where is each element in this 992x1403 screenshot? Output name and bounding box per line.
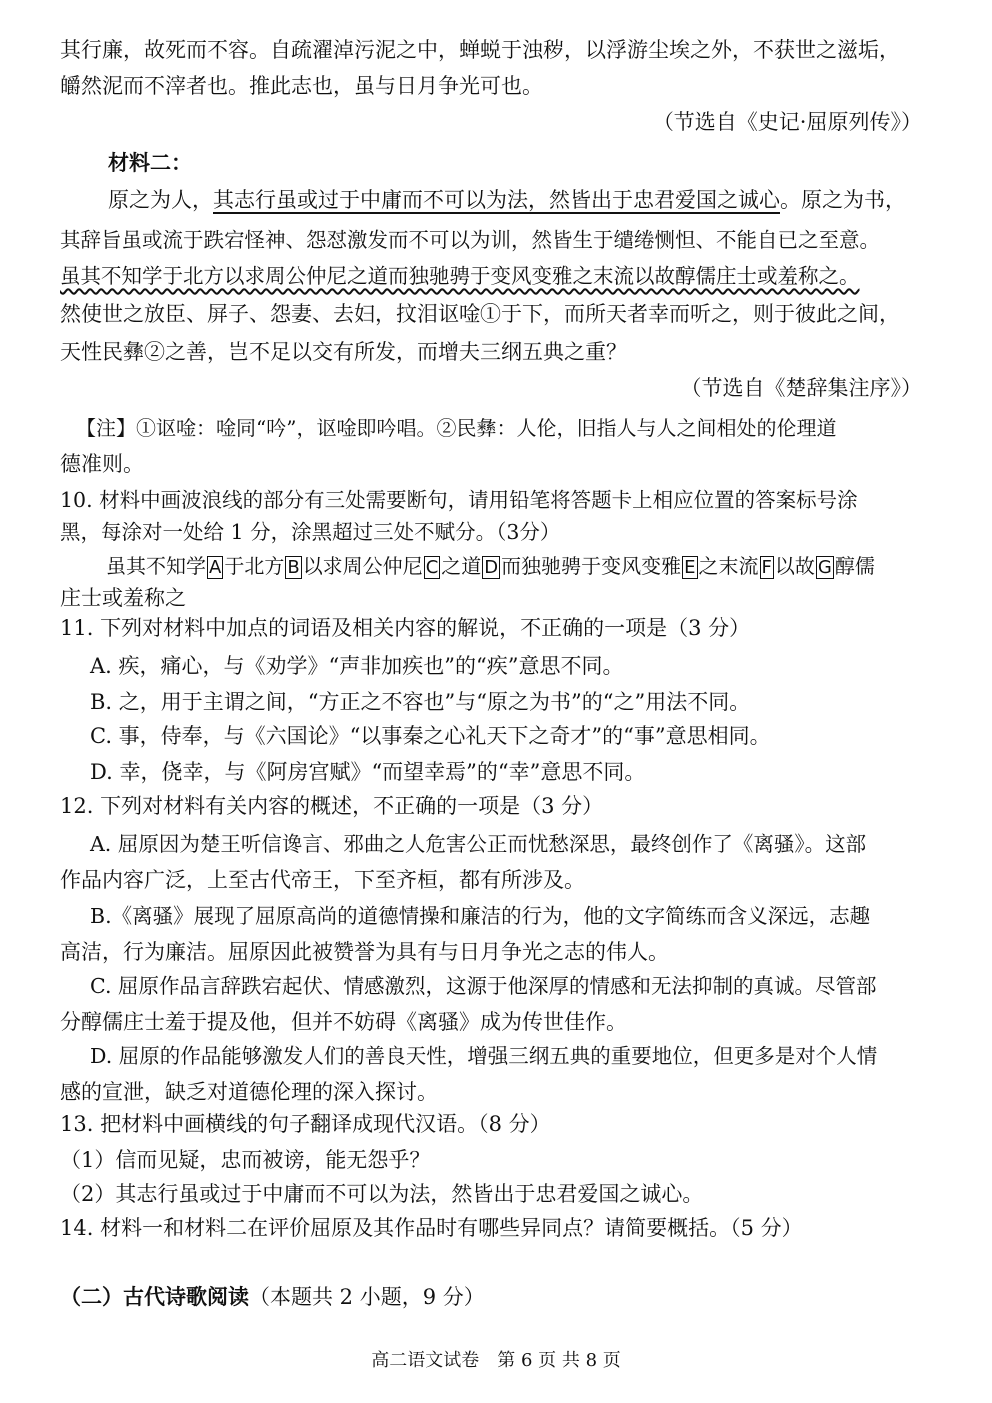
answer-box-c[interactable]: C [425,557,439,578]
q12-option-a-line1: A. 屈原因为楚王听信谗言、邪曲之人危害公正而忧愁深思，最终创作了《离骚》。这部 [90,832,867,856]
segment: 之末流 [698,554,759,578]
section2-heading [60,1286,485,1308]
answer-box-f[interactable]: F [761,557,772,578]
q12-option-b-line2: 高洁，行为廉洁。屈原因此被赞誉为具有与日月争光之志的伟人。 [60,940,669,964]
segment: 之道 [441,554,482,578]
material2-source: （节选自《楚辞集注序》） [680,376,922,400]
q13-sentence-2: （2）其志行虽或过于中庸而不可以为法，然皆出于忠君爱国之诚心。 [60,1182,704,1206]
q10-line2: 黑，每涂对一处给 1 分，涂黑超过三处不赋分。（3分） [60,520,561,544]
material1-line1: 其行廉，故死而不容。自疏濯淖污泥之中，蝉蜕于浊秽，以浮游尘埃之外，不获世之滋垢， [60,38,900,62]
q10-line1: 10. 材料中画波浪线的部分有三处需要断句，请用铅笔将答题卡上相应位置的答案标号涂 [60,488,858,512]
q11-option-b: B. 之，用于主谓之间，“方正之不容也”与“原之为书”的“之”用法不同。 [90,690,751,714]
q13-stem: 13. 把材料中画横线的句子翻译成现代汉语。（8 分） [60,1112,551,1136]
q12-option-c-line2: 分醇儒庄士羞于提及他，但并不妨碍《离骚》成为传世佳作。 [60,1010,627,1034]
material1-source: （节选自《史记·屈原列传》） [652,110,922,134]
q11-option-c: C. 事，侍奉，与《六国论》“以事秦之心礼天下之奇才”的“事”意思相同。 [90,724,771,748]
segment: 以求周公仲尼 [302,554,423,578]
material2-line1-start: 原之为人， [108,188,213,212]
q12-option-b-line1: B.《离骚》展现了屈原高尚的道德情操和廉洁的行为，他的文字简练而含义深远，志趣 [90,904,871,928]
material1-line2: 皭然泥而不滓者也。推此志也，虽与日月争光可也。 [60,74,543,98]
segment: 而独驰骋于变风变雅 [501,554,682,578]
q10-sentence [106,556,875,577]
q11-stem: 11. 下列对材料中加点的词语及相关内容的解说，不正确的一项是（3 分） [60,616,751,640]
section2-title: （二）古代诗歌阅读 [60,1284,249,1309]
segment: 以故 [774,554,815,578]
q12-option-d-line2: 感的宣泄，缺乏对道德伦理的深入探讨。 [60,1080,438,1104]
q12-option-c-line1: C. 屈原作品言辞跌宕起伏、情感激烈，这源于他深厚的情感和无法抑制的真诚。尽管部 [90,974,877,998]
material2-line5: 天性民彝②之善，岂不足以交有所发，而增夫三纲五典之重？ [60,340,627,364]
material2-line2: 其辞旨虽或流于跌宕怪神、怨怼激发而不可以为训，然皆生于缱绻恻怛、不能自已之至意。 [60,228,880,252]
material2-heading: 材料二： [108,150,192,175]
section2-info: （本题共 2 小题，9 分） [249,1285,485,1309]
note-line2: 德准则。 [60,452,144,476]
q12-option-d-line1: D. 屈原的作品能够激发人们的善良天性，增强三纲五典的重要地位，但更多是对个人情 [90,1044,878,1068]
q14-stem: 14. 材料一和材料二在评价屈原及其作品时有哪些异同点？请简要概括。（5 分） [60,1216,803,1240]
q12-option-a-line2: 作品内容广泛，上至古代帝王，下至齐桓，都有所涉及。 [60,868,585,892]
note-line1: 【注】①讴唫：唫同“吟”，讴唫即吟唱。②民彝：人伦，旧指人与人之间相处的伦理道 [76,416,837,440]
segment: 虽其不知学 [106,554,206,578]
answer-box-d[interactable]: D [484,557,499,578]
material2-line1 [108,190,906,211]
answer-box-e[interactable]: E [684,557,696,578]
q13-sentence-1: （1）信而见疑，忠而被谤，能无怨乎？ [60,1148,431,1172]
material2-line4: 然使世之放臣、屏子、怨妻、去妇，抆泪讴唫①于下，而所天者幸而听之，则于彼此之间， [60,302,900,326]
answer-box-b[interactable]: B [287,557,300,578]
underlined-sentence: 其志行虽或过于中庸而不可以为法，然皆出于忠君爱国之诚心 [213,188,780,212]
answer-box-g[interactable]: G [817,557,832,578]
q10-line4: 庄士或羞称之 [60,586,186,610]
q11-option-d: D. 幸，侥幸，与《阿房宫赋》“而望幸焉”的“幸”意思不同。 [90,760,646,784]
material2-line3-wavy: 虽其不知学于北方以求周公仲尼之道而独驰骋于变风变雅之末流以故醇儒庄士或羞称之。 [60,264,860,288]
segment: 于北方 [224,554,285,578]
q12-stem: 12. 下列对材料有关内容的概述，不正确的一项是（3 分） [60,794,604,818]
material2-line1-end: 。原之为书， [780,188,906,212]
q11-option-a: A. 疾，痛心，与《劝学》“声非加疾也”的“疾”意思不同。 [90,654,624,678]
page-footer: 高二语文试卷 第 6 页 共 8 页 [371,1350,621,1371]
segment: 醇儒 [834,554,875,578]
answer-box-a[interactable]: A [209,557,222,578]
